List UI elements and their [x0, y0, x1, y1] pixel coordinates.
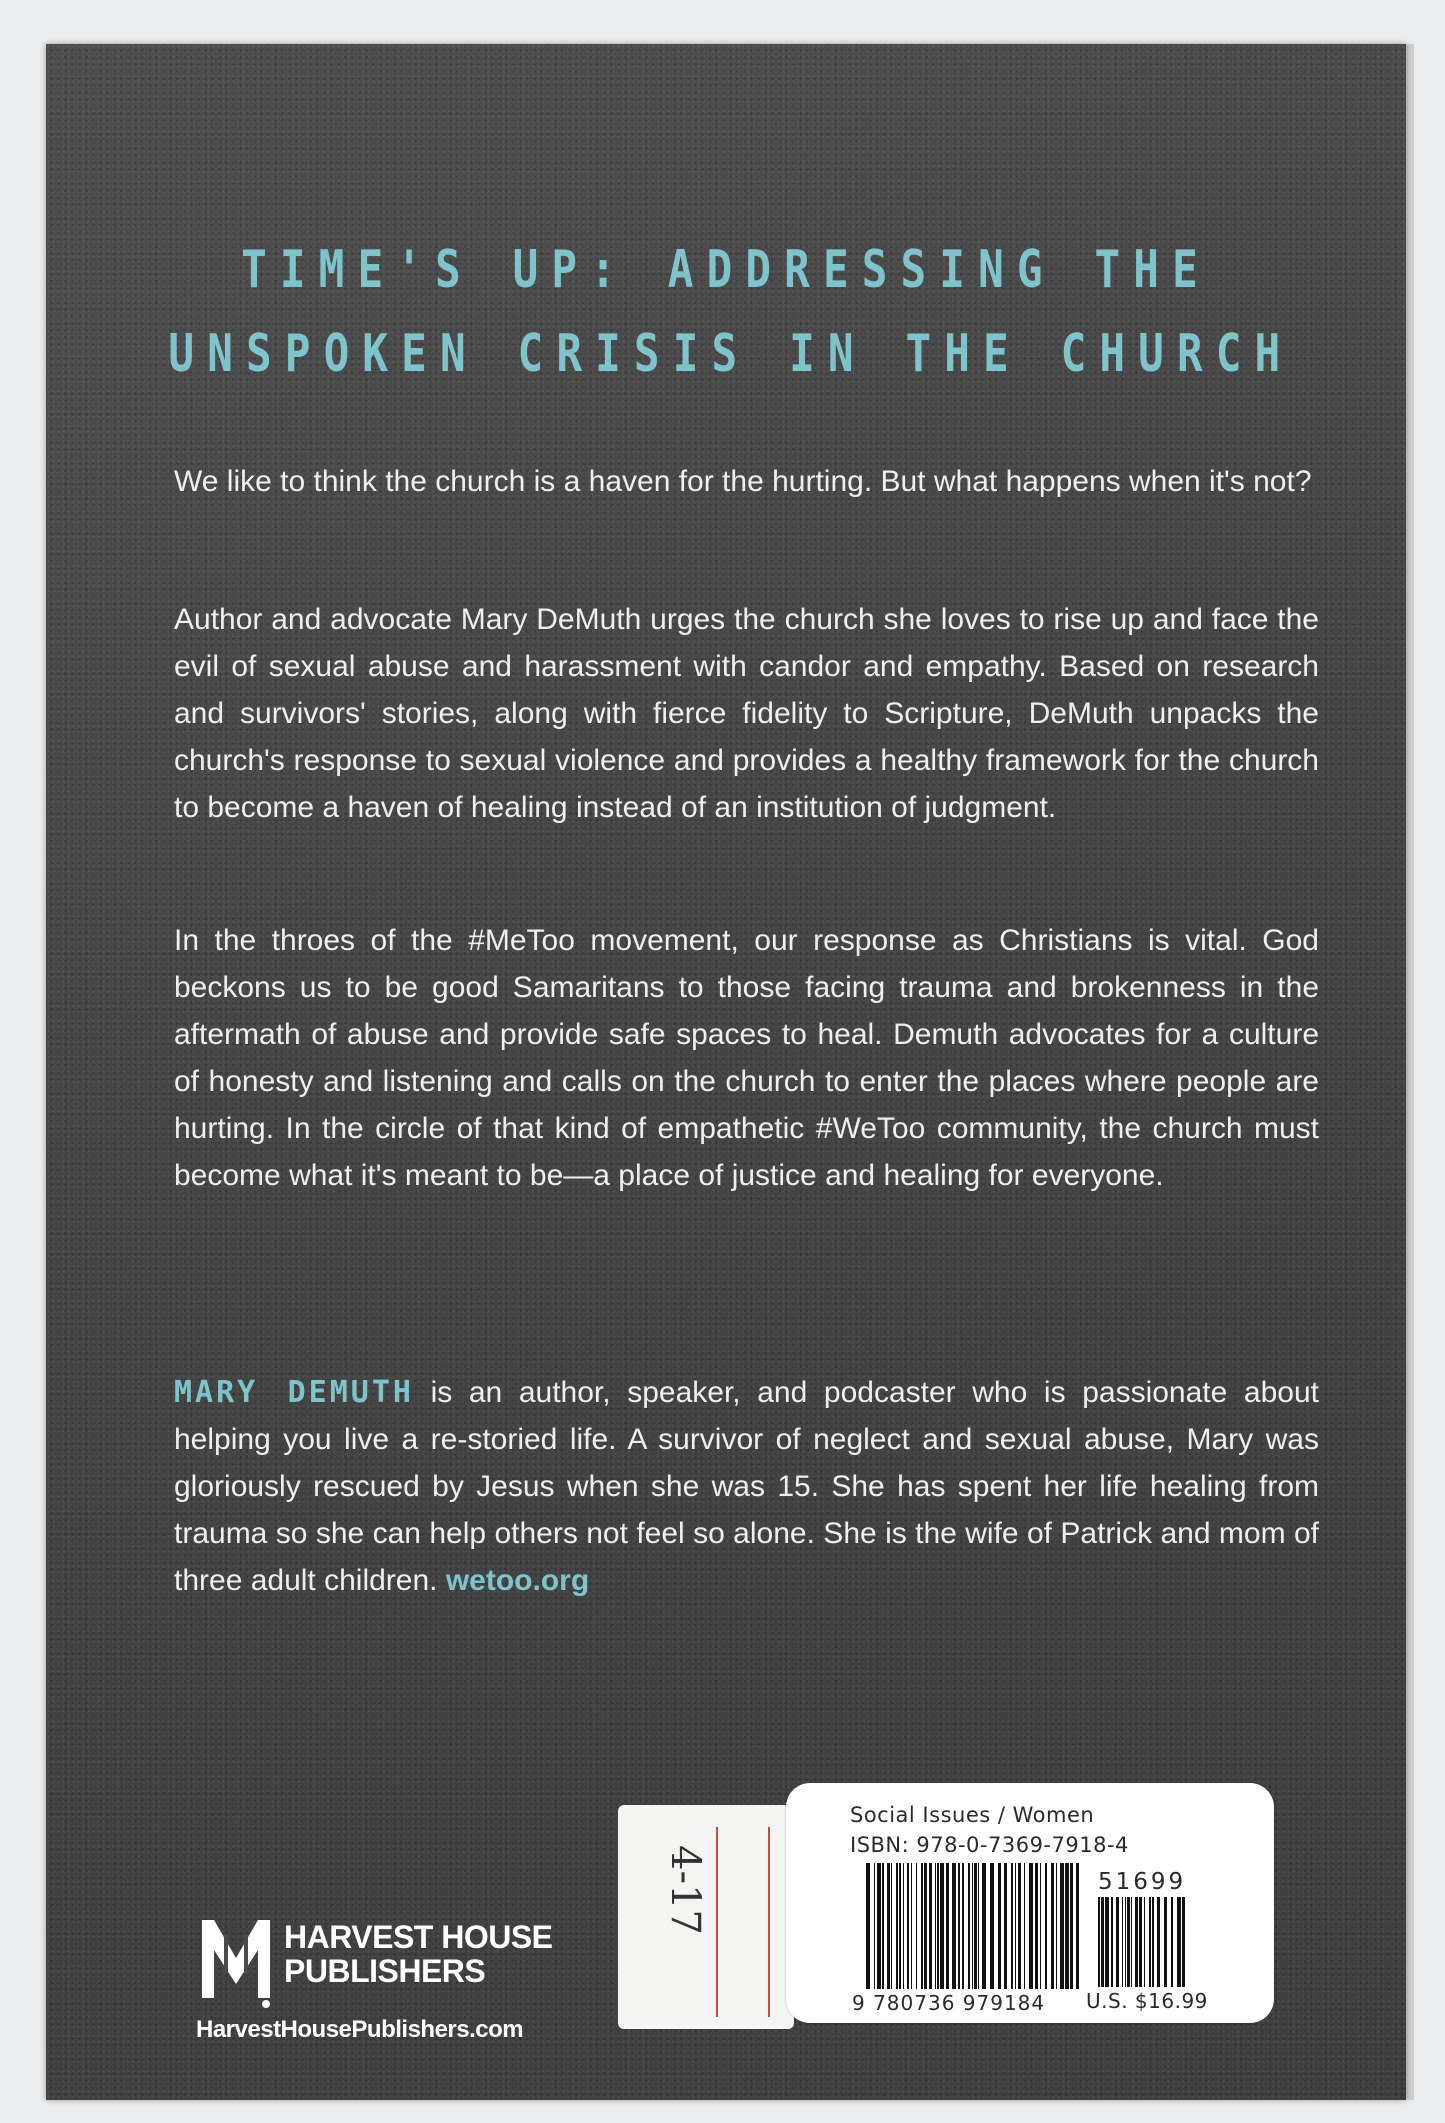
intro-paragraph: We like to think the church is a haven for the hurting. But what happens when it's not?: [174, 465, 1312, 498]
barcode-bar: [866, 1863, 870, 1989]
price-code: 51699: [1098, 1869, 1187, 1895]
barcode-bar: [1116, 1897, 1119, 1987]
description-paragraph: Author and advocate Mary DeMuth urges the church she loves to rise up and face the evil of sexual abuse and harassment with candor and empathy. Based on research and survivors' stories, along with fierce fidelity to Scripture, DeMuth unpacks the church's response to sexual violence and provides a healthy framework for the church to become a haven of healing instead of an institution of judgment.: [174, 603, 1319, 824]
barcode-label: [786, 1783, 1274, 2023]
barcode-bar: [899, 1863, 901, 1989]
barcode-number: 9 780736 979184: [852, 1991, 1046, 2015]
list-price: U.S. $16.99: [1086, 1989, 1208, 2013]
title-line-2: UNSPOKEN CRISIS IN THE CHURCH: [168, 324, 1294, 384]
barcode-bar: [1157, 1897, 1160, 1987]
barcode-bar: [1125, 1897, 1126, 1987]
barcode-bar: [940, 1863, 944, 1989]
barcode-bar: [916, 1863, 917, 1989]
barcode-bar: [1070, 1863, 1073, 1989]
author-bio: [174, 1369, 1319, 1604]
barcode-bar: [1149, 1897, 1151, 1987]
harvest-house-logo-icon: [196, 1914, 276, 2010]
book-title: [168, 228, 1294, 396]
barcode-bar: [887, 1863, 890, 1989]
barcode-bar: [1065, 1863, 1069, 1989]
barcode-bar: [1011, 1863, 1013, 1989]
publisher-name-line-1: HARVEST HOUSE: [284, 1919, 553, 1955]
barcode-bar: [1029, 1863, 1033, 1989]
barcode-bar: [929, 1863, 932, 1989]
barcode-bar: [1164, 1897, 1167, 1987]
barcode-bar: [1127, 1897, 1130, 1987]
barcode-bar: [1051, 1863, 1054, 1989]
barcode-bar: [1171, 1897, 1173, 1987]
barcode-bar: [874, 1863, 875, 1989]
metoo-paragraph: In the throes of the #MeToo movement, our response as Christians is vital. God beckons us to be good Samaritans to those facing trauma and brokenness in the aftermath of abuse and provide safe spaces to heal. Demuth advocates for a culture of honesty and listening and calls on the church to enter the places where people are hurting. In the circle of that kind of empathetic #WeToo community, the church must become what it's meant to be—a place of justice and healing for everyone.: [174, 924, 1319, 1192]
barcode-bar: [1139, 1897, 1142, 1987]
author-bio-text: is an author, speaker, and podcaster who is passionate about helping you live a re-storied life. A survivor of neglect and sexual abuse, Mary was gloriously rescued by Jesus when she was 15. She has spent her life healing from trauma so she can help others not feel so alone. She is the wife of Patrick and mom of three adult children.: [174, 1376, 1319, 1597]
publisher-website: HarvestHousePublishers.com: [196, 2016, 524, 2043]
barcode-bar: [972, 1863, 973, 1989]
barcode-bar: [990, 1863, 994, 1989]
barcode-bar: [937, 1863, 939, 1989]
barcode-bar: [877, 1863, 881, 1989]
barcode-bar: [1076, 1863, 1079, 1989]
barcode-bar: [1045, 1863, 1047, 1989]
barcode-bar: [946, 1863, 949, 1989]
bisac-category: Social Issues / Women: [850, 1803, 1095, 1827]
author-website-link[interactable]: wetoo.org: [445, 1564, 590, 1597]
barcode-bar: [891, 1863, 892, 1989]
barcode-bar: [958, 1863, 960, 1989]
barcode-bar: [1135, 1897, 1138, 1987]
barcode-bar: [952, 1863, 956, 1989]
barcode-bar: [896, 1863, 898, 1989]
barcode-bar: [1098, 1897, 1100, 1987]
barcode-bar: [935, 1863, 936, 1989]
sticker-red-line: [716, 1827, 718, 2017]
barcode-bar: [968, 1863, 970, 1989]
isbn: ISBN: 978-0-7369-7918-4: [850, 1833, 1129, 1857]
barcode-bar: [1105, 1897, 1109, 1987]
barcode-bar: [1177, 1897, 1181, 1987]
title-line-1: TIME'S UP: ADDRESSING THE: [241, 240, 1211, 300]
barcode-bar: [1060, 1863, 1064, 1989]
price-barcode: [1098, 1897, 1190, 1987]
publisher-name: [284, 1920, 553, 1988]
barcode-bar: [978, 1863, 979, 1989]
barcode-bar: [1004, 1863, 1007, 1989]
barcode-bar: [921, 1863, 923, 1989]
barcode-bar: [982, 1863, 986, 1989]
barcode-bar: [1144, 1897, 1145, 1987]
barcode-bar: [974, 1863, 977, 1989]
barcode-bar: [1101, 1897, 1104, 1987]
barcode-bar: [1056, 1863, 1057, 1989]
barcode-bar: [924, 1863, 927, 1989]
barcode-bar: [907, 1863, 909, 1989]
barcode-bar: [1131, 1897, 1132, 1987]
barcode-bar: [911, 1863, 912, 1989]
barcode-bar: [1182, 1897, 1185, 1987]
barcode-bar: [1018, 1863, 1021, 1989]
barcode-bar: [1015, 1863, 1016, 1989]
publisher-logo: [196, 1914, 616, 2054]
sticker-red-line: [768, 1827, 770, 2017]
barcode-bar: [998, 1863, 1001, 1989]
publisher-name-line-2: PUBLISHERS: [284, 1953, 486, 1989]
author-name: MARY DEMUTH: [174, 1375, 414, 1410]
barcode-bar: [1035, 1863, 1038, 1989]
barcode-bar: [1152, 1897, 1154, 1987]
barcode-bar: [1024, 1863, 1025, 1989]
barcode-bar: [1122, 1897, 1123, 1987]
barcode-bar: [962, 1863, 964, 1989]
barcode-bar: [882, 1863, 884, 1989]
price-sticker: [618, 1805, 794, 2029]
barcode-bar: [1040, 1863, 1041, 1989]
barcode-bar: [903, 1863, 904, 1989]
barcode-bar: [1111, 1897, 1113, 1987]
handwritten-price: 4-17: [662, 1845, 708, 1935]
isbn-barcode: [866, 1863, 1080, 1989]
